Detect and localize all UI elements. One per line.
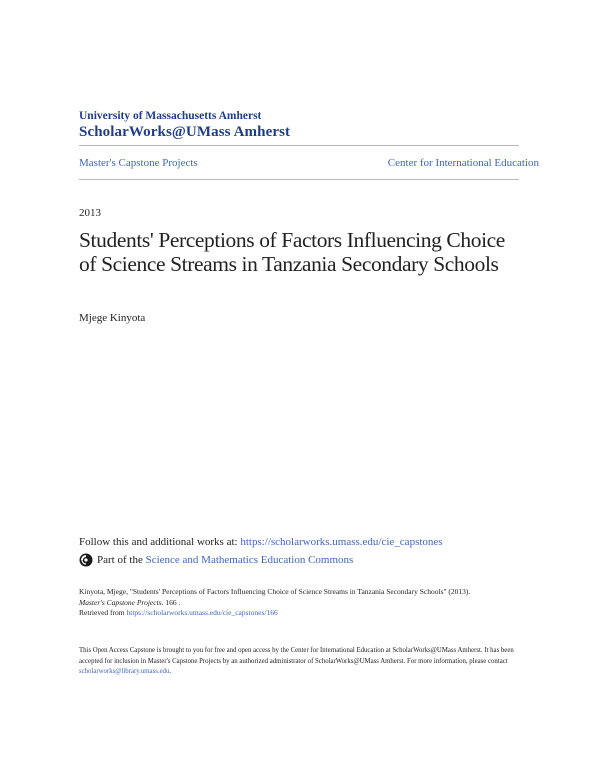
university-name[interactable]: University of Massachusetts Amherst <box>79 110 262 122</box>
follow-label: Follow this and additional works at: <box>79 536 238 548</box>
publication-year: 2013 <box>79 207 101 219</box>
open-access-icon <box>79 553 93 567</box>
citation-block <box>79 587 529 619</box>
part-of-line <box>79 553 353 567</box>
author-name[interactable]: Mjege Kinyota <box>79 312 146 324</box>
retrieved-label: Retrieved from <box>79 608 125 617</box>
document-title: Students' Perceptions of Factors Influencing Choice of Science Streams in Tanzania Secondary Schools <box>79 228 505 276</box>
citation-number: . 166 . <box>161 597 181 607</box>
department-link[interactable]: Center for International Education <box>387 157 539 169</box>
access-notice <box>79 646 529 678</box>
follow-line <box>79 536 443 548</box>
follow-url-link[interactable]: https://scholarworks.umass.edu/cie_capstones <box>240 536 443 548</box>
commons-link[interactable]: Science and Mathematics Education Commons <box>145 554 354 566</box>
series-link[interactable]: Master's Capstone Projects <box>79 157 198 169</box>
notice-text: This Open Access Capstone is brought to you for free and open access by the Center for International Education at ScholarWorks@UMass Amherst. It has been accepted for inclusion in Master's Capstone Projects by an authorized administrator of ScholarWorks@UMass Amherst. For more information, please contact <box>79 647 514 665</box>
citation-text: Kinyota, Mjege, "Students' Perceptions of Factors Influencing Choice of Science Streams in Tanzania Secondary Schools" (2013). <box>79 587 471 596</box>
notice-end: . <box>169 668 172 675</box>
institution-header <box>79 110 290 141</box>
citation-journal: Master's Capstone Projects <box>79 597 162 607</box>
bottom-divider <box>79 179 519 180</box>
repository-name[interactable]: ScholarWorks@UMass Amherst <box>79 124 291 140</box>
contact-email-link[interactable]: scholarworks@library.umass.edu <box>79 668 170 675</box>
part-of-label: Part of the <box>97 554 143 566</box>
top-divider <box>79 145 519 146</box>
retrieved-url-link[interactable]: https://scholarworks.umass.edu/cie_capstones/166 <box>126 608 278 617</box>
